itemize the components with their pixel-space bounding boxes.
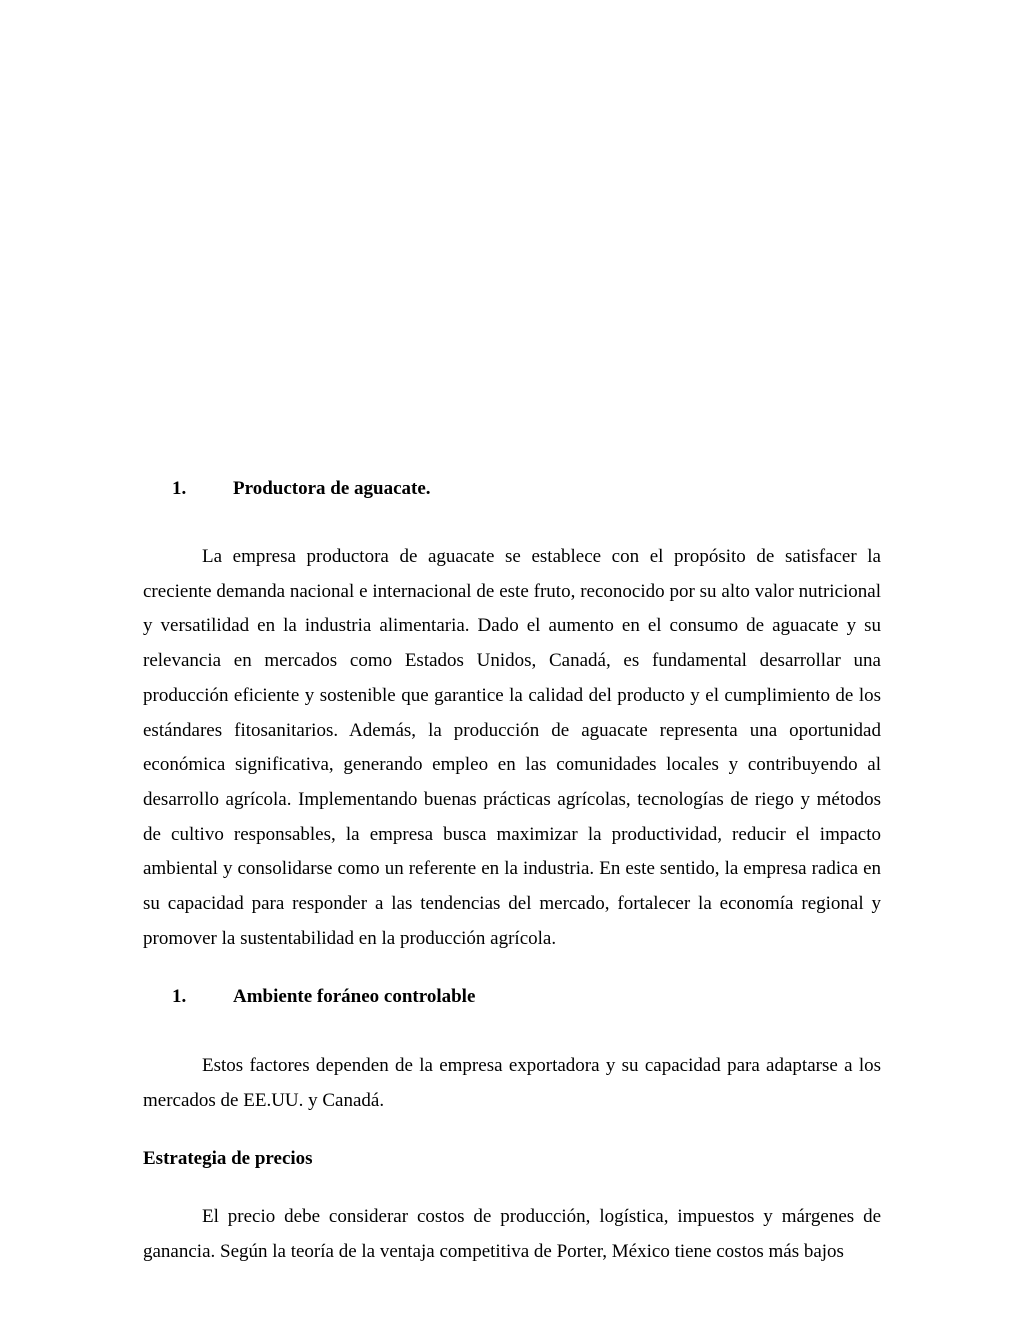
heading-number: 1. <box>172 478 187 499</box>
heading-title: Ambiente foráneo controlable <box>233 986 476 1007</box>
heading-title: Productora de aguacate. <box>233 478 431 499</box>
section-heading-ambiente <box>172 985 475 1009</box>
section-heading-productora <box>172 477 431 501</box>
heading-number: 1. <box>172 986 187 1007</box>
section-heading-estrategia: Estrategia de precios <box>143 1148 313 1169</box>
paragraph-ambiente: Estos factores dependen de la empresa exportadora y su capacidad para adaptarse a los mercados de EE.UU. y Canadá. <box>143 1055 881 1111</box>
paragraph-productora: La empresa productora de aguacate se establece con el propósito de satisfacer la creciente demanda nacional e internacional de este fruto, reconocido por su alto valor nutricional y versatilidad en la industria alimentaria. Dado el aumento en el consumo de aguacate y su relevancia en mercados como Estados Unidos, Canadá, es fundamental desarrollar una producción eficiente y sostenible que garantice la calidad del producto y el cumplimiento de los estándares fitosanitarios. Además, la producción de aguacate representa una oportunidad económica significativa, generando empleo en las comunidades locales y contribuyendo al desarrollo agrícola. Implementando buenas prácticas agrícolas, tecnologías de riego y métodos de cultivo responsables, la empresa busca maximizar la productividad, reducir el impacto ambiental y consolidarse como un referente en la industria. En este sentido, la empresa radica en su capacidad para responder a las tendencias del mercado, fortalecer la economía regional y promover la sustentabilidad en la producción agrícola. <box>143 546 881 949</box>
paragraph-estrategia: El precio debe considerar costos de producción, logística, impuestos y márgenes de ganancia. Según la teoría de la ventaja competitiva de Porter, México tiene costos más bajos <box>143 1206 881 1262</box>
